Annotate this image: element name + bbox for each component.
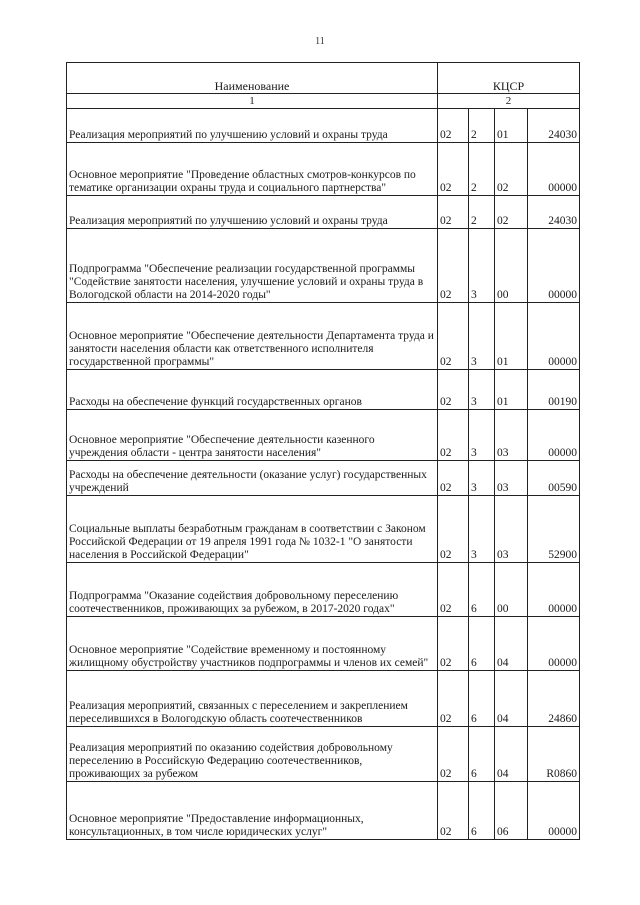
table-row xyxy=(67,496,580,563)
row-subprogram-code: 6 xyxy=(469,727,495,782)
row-activity-code: 00 xyxy=(495,229,528,303)
table-row xyxy=(67,229,580,303)
row-activity-code: 00 xyxy=(495,563,528,617)
row-activity-code: 01 xyxy=(495,303,528,370)
row-program-code: 02 xyxy=(438,303,469,370)
row-program-code: 02 xyxy=(438,229,469,303)
row-direction-code: 00000 xyxy=(528,303,580,370)
row-direction-code: 00000 xyxy=(528,229,580,303)
row-subprogram-code: 6 xyxy=(469,617,495,671)
header-code: КЦСР xyxy=(438,63,580,94)
row-subprogram-code: 2 xyxy=(469,196,495,229)
row-name: Реализация мероприятий по оказанию содействия добровольному переселению в Российскую Федерацию соотечественников, проживающих за рубежом xyxy=(67,727,438,782)
column-number-name: 1 xyxy=(67,94,438,109)
row-subprogram-code: 6 xyxy=(469,671,495,727)
row-direction-code: 00590 xyxy=(528,461,580,496)
row-name: Основное мероприятие "Проведение областных смотров-конкурсов по тематике организации охраны труда и социального партнерства" xyxy=(67,143,438,196)
row-name: Основное мероприятие "Обеспечение деятельности Департамента труда и занятости населения области как ответственного исполнителя государственной программы" xyxy=(67,303,438,370)
table-row xyxy=(67,410,580,461)
row-activity-code: 04 xyxy=(495,617,528,671)
row-subprogram-code: 3 xyxy=(469,370,495,410)
row-program-code: 02 xyxy=(438,143,469,196)
row-program-code: 02 xyxy=(438,461,469,496)
budget-classification-table xyxy=(66,62,580,840)
row-subprogram-code: 6 xyxy=(469,563,495,617)
table-row xyxy=(67,461,580,496)
table-row xyxy=(67,563,580,617)
column-number-row xyxy=(67,94,580,109)
row-activity-code: 03 xyxy=(495,410,528,461)
table-row xyxy=(67,727,580,782)
table-header-row xyxy=(67,63,580,94)
row-activity-code: 04 xyxy=(495,671,528,727)
row-name: Основное мероприятие "Обеспечение деятельности казенного учреждения области - центра занятости населения" xyxy=(67,410,438,461)
table-row xyxy=(67,196,580,229)
row-name: Расходы на обеспечение деятельности (оказание услуг) государственных учреждений xyxy=(67,461,438,496)
row-subprogram-code: 2 xyxy=(469,143,495,196)
row-direction-code: 24030 xyxy=(528,109,580,143)
row-name: Расходы на обеспечение функций государственных органов xyxy=(67,370,438,410)
table-row xyxy=(67,370,580,410)
row-direction-code: 52900 xyxy=(528,496,580,563)
row-activity-code: 02 xyxy=(495,143,528,196)
row-program-code: 02 xyxy=(438,196,469,229)
row-direction-code: 00000 xyxy=(528,410,580,461)
row-subprogram-code: 3 xyxy=(469,410,495,461)
row-activity-code: 03 xyxy=(495,461,528,496)
column-number-code: 2 xyxy=(438,94,580,109)
row-name: Реализация мероприятий по улучшению условий и охраны труда xyxy=(67,109,438,143)
row-subprogram-code: 2 xyxy=(469,109,495,143)
table-row xyxy=(67,617,580,671)
table-row xyxy=(67,782,580,840)
header-name: Наименование xyxy=(67,63,438,94)
row-activity-code: 01 xyxy=(495,109,528,143)
row-program-code: 02 xyxy=(438,496,469,563)
row-program-code: 02 xyxy=(438,370,469,410)
row-direction-code: 00000 xyxy=(528,617,580,671)
table-row xyxy=(67,671,580,727)
row-direction-code: 00000 xyxy=(528,143,580,196)
row-program-code: 02 xyxy=(438,671,469,727)
row-subprogram-code: 3 xyxy=(469,303,495,370)
row-direction-code: 00190 xyxy=(528,370,580,410)
table-row xyxy=(67,303,580,370)
table-row xyxy=(67,109,580,143)
row-subprogram-code: 3 xyxy=(469,461,495,496)
row-name: Подпрограмма "Обеспечение реализации государственной программы "Содействие занятости населения, улучшение условий и охраны труда в Вологодской области на 2014-2020 годы" xyxy=(67,229,438,303)
row-name: Социальные выплаты безработным гражданам в соответствии с Законом Российской Федерации от 19 апреля 1991 года № 1032-1 "О занятости населения в Российской Федерации" xyxy=(67,496,438,563)
row-subprogram-code: 3 xyxy=(469,496,495,563)
row-program-code: 02 xyxy=(438,109,469,143)
row-program-code: 02 xyxy=(438,410,469,461)
page-number: 11 xyxy=(315,36,325,47)
row-name: Основное мероприятие "Содействие временному и постоянному жилищному обустройству участников подпрограммы и членов их семей" xyxy=(67,617,438,671)
row-name: Подпрограмма "Оказание содействия добровольному переселению соотечественников, проживающих за рубежом, в 2017-2020 годах" xyxy=(67,563,438,617)
row-program-code: 02 xyxy=(438,727,469,782)
row-program-code: 02 xyxy=(438,563,469,617)
row-activity-code: 02 xyxy=(495,196,528,229)
row-direction-code: 24860 xyxy=(528,671,580,727)
row-name: Реализация мероприятий, связанных с переселением и закреплением переселившихся в Вологодскую область соотечественников xyxy=(67,671,438,727)
row-direction-code: 00000 xyxy=(528,563,580,617)
table-row xyxy=(67,143,580,196)
row-activity-code: 01 xyxy=(495,370,528,410)
row-direction-code: 00000 xyxy=(528,782,580,840)
row-direction-code: 24030 xyxy=(528,196,580,229)
row-program-code: 02 xyxy=(438,782,469,840)
row-program-code: 02 xyxy=(438,617,469,671)
row-name: Основное мероприятие "Предоставление информационных, консультационных, в том числе юридических услуг" xyxy=(67,782,438,840)
row-activity-code: 03 xyxy=(495,496,528,563)
row-subprogram-code: 6 xyxy=(469,782,495,840)
row-direction-code: R0860 xyxy=(528,727,580,782)
row-activity-code: 06 xyxy=(495,782,528,840)
row-name: Реализация мероприятий по улучшению условий и охраны труда xyxy=(67,196,438,229)
row-subprogram-code: 3 xyxy=(469,229,495,303)
row-activity-code: 04 xyxy=(495,727,528,782)
